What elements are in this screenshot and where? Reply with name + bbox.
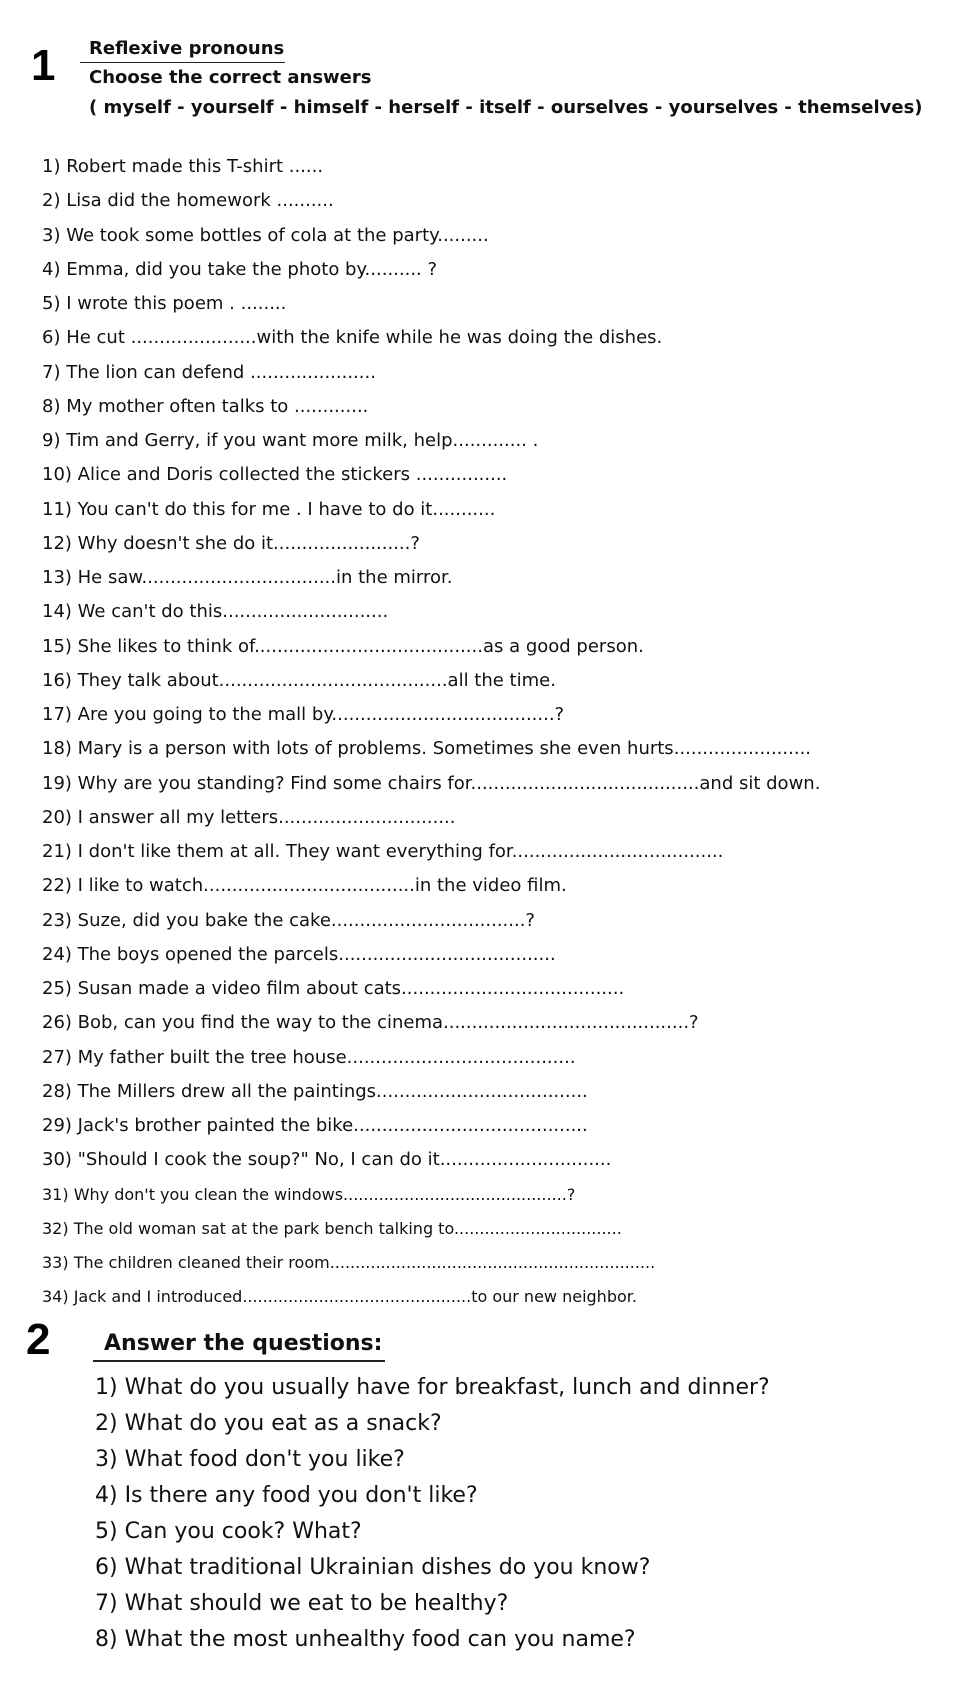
section-1-instruction: Choose the correct answers	[89, 67, 372, 88]
exercise-item: 33) The children cleaned their room................................................................	[42, 1253, 656, 1272]
question-item: 5) Can you cook? What?	[95, 1519, 362, 1544]
question-item: 8) What the most unhealthy food can you name?	[95, 1627, 636, 1652]
exercise-item: 25) Susan made a video film about cats.......................................	[42, 978, 625, 999]
exercise-item: 12) Why doesn't she do it........................?	[42, 532, 420, 554]
question-item: 6) What traditional Ukrainian dishes do you know?	[95, 1555, 651, 1580]
exercise-item: 9) Tim and Gerry, if you want more milk, help............. .	[42, 430, 539, 451]
exercise-item: 32) The old woman sat at the park bench talking to.................................	[42, 1218, 622, 1238]
question-item: 7) What should we eat to be healthy?	[95, 1591, 509, 1616]
section-2-number: 2	[26, 1315, 51, 1364]
exercise-item: 27) My father built the tree house........................................	[42, 1046, 576, 1068]
exercise-item: 18) Mary is a person with lots of problems. Sometimes she even hurts........................	[42, 738, 812, 760]
exercise-item: 29) Jack's brother painted the bike.........................................	[42, 1115, 588, 1136]
question-item: 3) What food don't you like?	[95, 1447, 405, 1472]
exercise-item: 30) "Should I cook the soup?" No, I can do it..............................	[42, 1149, 612, 1171]
exercise-item: 20) I answer all my letters...............................	[42, 806, 456, 828]
exercise-item: 3) We took some bottles of cola at the party.........	[42, 224, 489, 246]
exercise-item: 23) Suze, did you bake the cake..................................?	[42, 909, 535, 931]
question-item: 1) What do you usually have for breakfast, lunch and dinner?	[95, 1375, 770, 1400]
exercise-item: 2) Lisa did the homework ..........	[42, 190, 334, 212]
section-1-number: 1	[31, 41, 56, 90]
exercise-item: 34) Jack and I introduced.............................................to our new neighbor.	[42, 1287, 637, 1307]
section-2-question-list	[95, 1370, 770, 1658]
exercise-item: 22) I like to watch.....................................in the video film.	[42, 875, 567, 897]
exercise-item: 7) The lion can defend ......................	[42, 361, 376, 383]
section-2-title: Answer the questions:	[104, 1331, 383, 1356]
exercise-item: 21) I don't like them at all. They want everything for.....................................	[42, 841, 724, 862]
section-1-word-bank: ( myself - yourself - himself - herself - itself - ourselves - yourselves - themselves)	[89, 97, 923, 118]
exercise-item: 11) You can't do this for me . I have to do it...........	[42, 498, 496, 520]
question-item: 4) Is there any food you don't like?	[95, 1483, 478, 1508]
exercise-item: 13) He saw..................................in the mirror.	[42, 567, 453, 588]
exercise-item: 17) Are you going to the mall by.......................................?	[42, 704, 565, 725]
section-1-exercise-list	[42, 150, 820, 1315]
section-1-title-underline	[80, 62, 285, 63]
exercise-item: 24) The boys opened the parcels......................................	[42, 943, 556, 965]
exercise-item: 31) Why don't you clean the windows............................................?	[42, 1184, 576, 1204]
exercise-item: 16) They talk about........................................all the time.	[42, 669, 556, 691]
exercise-item: 10) Alice and Doris collected the stickers ................	[42, 464, 508, 486]
exercise-item: 8) My mother often talks to .............	[42, 395, 369, 417]
section-1-title: Reflexive pronouns	[89, 38, 285, 59]
exercise-item: 26) Bob, can you find the way to the cinema...........................................?	[42, 1012, 699, 1034]
exercise-item: 4) Emma, did you take the photo by.......... ?	[42, 258, 438, 280]
exercise-item: 1) Robert made this T-shirt ......	[42, 156, 324, 177]
exercise-item: 14) We can't do this.............................	[42, 601, 389, 623]
exercise-item: 15) She likes to think of........................................as a good person.	[42, 635, 644, 657]
exercise-item: 5) I wrote this poem . ........	[42, 293, 287, 314]
question-item: 2) What do you eat as a snack?	[95, 1411, 442, 1436]
exercise-item: 6) He cut ......................with the knife while he was doing the dishes.	[42, 327, 663, 349]
section-2-title-underline	[93, 1360, 385, 1362]
exercise-item: 28) The Millers drew all the paintings.....................................	[42, 1080, 588, 1102]
exercise-item: 19) Why are you standing? Find some chairs for........................................and sit down.	[42, 772, 821, 794]
